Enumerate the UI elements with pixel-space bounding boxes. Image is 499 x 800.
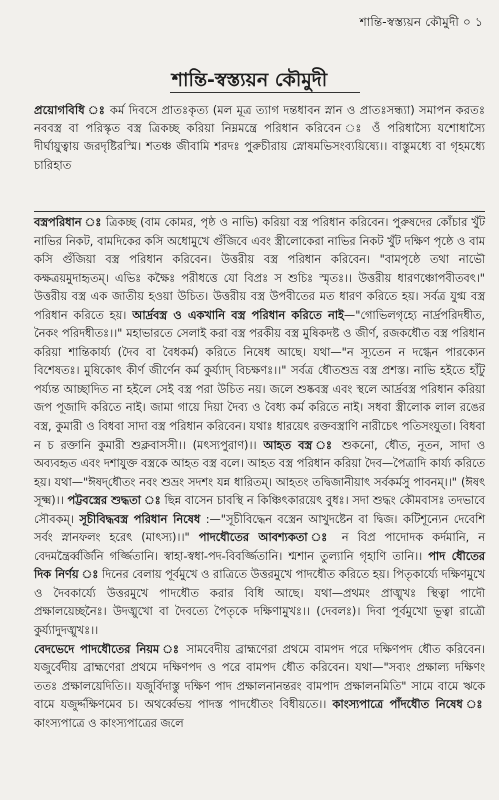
section-heading: আর্দ্রবস্ত্র ও একখানি বস্ত্র পরিধান করিতে নাই	[132, 308, 344, 322]
section-text: সামবেদীয় ব্রাহ্মণেরা প্রথমে বামপদ পরে দক্ষিণপদ ধৌত করিবেন। যজুর্বেদীয় ব্রাহ্মণেরা প্রথমে দক্ষিণপদ ও পরে বামপদ ধৌত করিবেন। যথা—"সব্যং প্রক্ষাল্য দক্ষিণং ততঃ প্রক্ষালয়েদিতি।। যজুর্বিদাস্তু দক্ষিণ পাদ প্রক্ষালনানন্তরং বামপাদ প্রক্ষালনমিতি" সামে বামে ঋকে বামে যজুর্দ্দক্ষিণমেব চ। অথর্ব্বেভয় পাদস্ত পাদধৌতং বিধীয়তে।।	[34, 642, 485, 712]
section-heading: কাংস্যপাত্রে পাঁদধৌত নিষেধ ঃ	[332, 698, 486, 712]
paragraph-vedabhede	[34, 641, 485, 734]
section-heading: পাদধৌতের আবশ্যকতা ঃ	[198, 531, 333, 545]
section-text: ন বিপ্র পাদোদক কর্দমানি, ন বেদমন্ত্রৈর্ব্বর্জিনি গর্জ্জিতানি। স্বাহা-স্বধা-পদ-বিবর্জ্জিতানি। শ্মশান তুল্যানি গৃহাণি তানি।।	[34, 531, 485, 563]
section-text: —"গোভিলগৃহ্যে নার্দ্রপরিদধীত, নৈকং পরিদধীতঃ।।" মহাভারতে সেলাই করা বস্ত্র পরকীয় বস্ত্র মুষিকদষ্ট ও জীর্ণ, রজকধৌত বস্ত্র পরিধান করিয়া শান্তিকার্য্য (দৈব বা বৈধকর্ম) করিতে নিষেধ আছে। যথা—"ন স্যূতেন ন দগ্ধেন পারক্যেন বিশেষতঃ। মুষিকোৎ কীর্ণ জীর্ণেন কর্ম কুর্য্যাদ্ বিচক্ষণঃ।।" সর্বত্র ধৌতশুভ্র বস্ত্র প্রশস্ত। নাভি হইতে হাঁটু পর্য্যন্ত আচ্ছাদিত না হইলে সেই বস্ত্র পরা উচিত নয়। জলে শুষ্কবস্ত্র এবং স্থলে আর্দ্রবস্ত্র পরিধান করিয়া জপ পূজাদি করিতে নাই। জামা গায়ে দিয়া দৈব্য ও বৈধ্য কর্ম করিতে নাই। সধবা স্ত্রীলোক লাল রঙের বস্ত্র, কুমারী ও বিধবা সাদা বস্ত্র পরিধান করিবেন। যথাঃ ধারয়েৎ রক্তবস্ত্রাণি নারীচেৎ পতিসংযুতা। বিধবা ন চ রক্তানি কুমারী শুক্লবাসসী।। (মৎস্যপুরাণ)।।	[34, 308, 486, 452]
title-underline	[170, 92, 360, 93]
section-heading: বস্ত্রপরিধান ঃ	[34, 216, 102, 229]
section-heading: সূচীবিদ্ধবস্ত্র পরিধান নিষেধ	[79, 512, 201, 526]
section-heading: বেদভেদে পাদধৌতের নিয়ম ঃ	[34, 642, 181, 656]
page-title: শান্তি-স্বস্ত্যয়ন কৌমুদী	[171, 69, 328, 91]
title-wrap	[0, 66, 499, 98]
section-text: দিনের বেলায় পূর্বমুখে ও রাত্রিতে উত্তরমুখে পাদধৌত করিতে হয়। পিতৃকার্য্যে দক্ষিণমুখে ও দৈবকার্য্যে উত্তরমুখে পাদধৌত করার বিধি আছে। যথা—প্রথমং প্রাঙ্মুখঃ স্থিত্বা পাদৌ প্রক্ষালয়েচ্ছনৈঃ। উদঙ্মুখো বা দৈবত্যে পৈতৃকে দক্ষিণামুখঃ।। (দেবলঃ)। দিবা পূর্বমুখো ভূত্বা রাত্রৌ কুর্য্যাদুদঙ্মুখঃ।।	[34, 568, 485, 638]
section-text: ছিন্ন বাসেন চাবস্থি ন কিঞ্চিৎকারয়েৎ বুধঃ। সদা শুদ্ধং কৌমবাসঃ তদভাবে সৌবকম্।	[34, 494, 486, 526]
section-rule	[34, 211, 485, 212]
section-heading: পাদ ধৌতের দিক নির্ণয় ঃ	[34, 549, 485, 582]
section-text: ত্রিকচ্ছ (বাম কোমর, পৃষ্ঠ ও নাভি) করিয়া বস্ত্র পরিধান করিবেন। পুরুষদের কোঁচার খুঁট নাভির নিকট, বামদিকের কসি অধোমুখে গুঁজিবে এবং স্ত্রীলোকেরা নাভির নিকট খুঁট দক্ষিণ পৃষ্ঠে ও বাম কসি গুঁজিয়া বস্ত্র পরিধান করিবেন। উত্তরীয় বস্ত্র পরিধান করিবেন। "বামপৃষ্ঠে তথা নাভৌ কক্ষত্রয়মুদাহৃতম্। এভিঃ কক্ষৈঃ পরীধত্তে যো বিপ্রঃ স শুচিঃ স্মৃতঃ।। উত্তরীয় ধারণঞ্চোপবীতবৎ।" উত্তরীয় বস্ত্র এক জাতীয় হওয়া উচিত। উত্তরীয় বস্ত্র উপবীতের মত ধারণ করিতে হয়। সর্বত্র যুগ্ম বস্ত্র পরিধান করিতে হয়।	[34, 216, 485, 322]
section-text: :—"সূচীবিদ্ধেন বস্ত্রেন আখুদষ্টেন বা দ্বিজ। কটিশূন্যেন দেবেশি সর্বং স্নানফলং হরেৎ (মাৎস্য)।।"	[34, 512, 486, 545]
intro-text: কর্ম দিবসে প্রাতঃকৃত্য (মল মূত্র ত্যাগ দন্তধাবন স্নান ও প্রাতঃসন্ধ্যা) সমাপন করতঃ নববস্ত্র বা পরিস্কৃত বস্ত্র ত্রিকচ্ছ করিয়া নিম্নমন্ত্রে পরিধান করিবেন ঃ ওঁ পরিধাস্যৈ যশোধাস্যৈ দীর্ঘায়ুত্বায় জরদৃষ্টিরস্মি। শতঞ্চ জীবামি শরদঃ পুরুচীরায় স্নোষমভিসংব্যয়িষ্যে।। বাস্তুমধ্যে বা গৃহমধ্যে চারিহাত	[34, 103, 486, 172]
intro-heading: প্রয়োগবিধি ঃ	[34, 103, 106, 117]
paragraph-vastra-paridhan	[34, 214, 485, 641]
section-heading: পট্টবস্ত্রের শুদ্ধতা ঃ	[67, 494, 161, 508]
section-heading: আহত বস্ত্র ঃ	[263, 438, 336, 452]
section-text: শুকনো, ধৌত, নূতন, সাদা ও অব্যবহৃত এবং দশাযুক্ত বস্ত্রকে আহত বস্ত্র বলে। আহত বস্ত্র পরিধান করিয়া দৈব—পৈত্রাদি কার্য্য করিতে হয়। যথা—"ঈষদ্‌ধৌতং নবং শুভ্রং সদশং যন্ন ধারিতম্। আহতং তদ্বিজানীয়াৎ সর্বকর্মসু পাবনম্।।" (ঈষৎ সূক্ষ্ম)।।	[34, 438, 486, 508]
section-text: কাংস্যপাত্রে ও কাংস্যপাত্রের জলে	[34, 716, 184, 730]
body-text	[34, 214, 485, 733]
running-head: শান্তি-স্বস্ত্যয়ন কৌমুদী ০ ১	[359, 15, 483, 29]
intro-paragraph	[34, 101, 485, 174]
